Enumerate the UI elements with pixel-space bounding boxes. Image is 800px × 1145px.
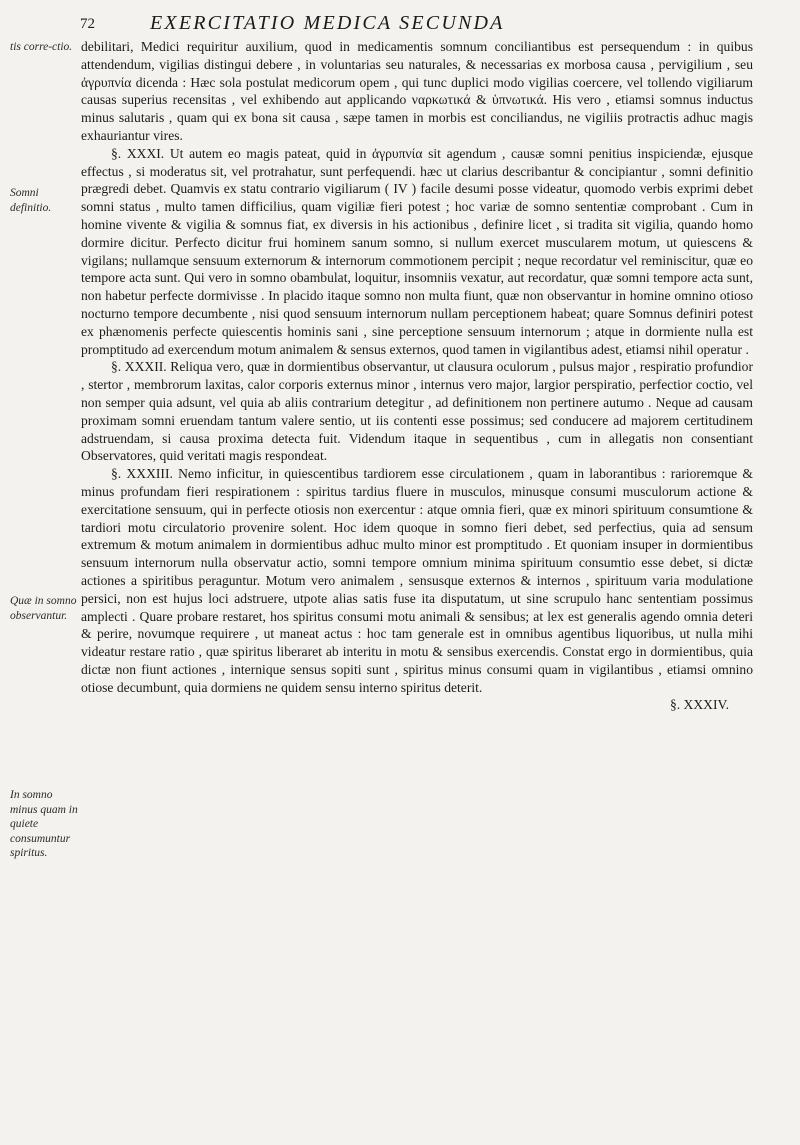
- margin-note-in-somno-minus: In somno minus quam in quiete consumuntur spiritus.: [10, 789, 78, 859]
- paragraph-section-31: §. XXXI. Ut autem eo magis pateat, quid in ἀγρυπνία sit agendum , causæ somni penitius inspiciendæ, ejusque effectus , si moderatus sit, vel protrahatur, sunt perfequendi. hæc ut clarius describantur & concipiantur , somni definitio prægredi debet. Quamvis ex statu contrario vigiliarum ( IV ) facile desumi posse videatur, quomodo verbis exprimi debet somni status , multo tamen difficilius, quam vigiliæ fieri potest ; hoc variæ de somno sententiæ comprobant . Cum in homine vivente & vigilia & somnus fiat, ex diversis in his actionibus , definire licet , si tradita sit vigilia, quando homo dormire dicitur. Perfecto dicitur frui hominem sanum somno, si nullum exercet muscularem motum, ut quiescens & vigilans; nullamque sensuum externorum & internorum commotionem percipit ; neque recordatur vel reminiscitur, quæ eo tempore acta sunt. Qui vero in somno obambulat, loquitur, insomniis vexatur, aut recordatur, quæ somni tempore acta sunt, non habetur perfecte dormivisse . In placido itaque somno non multa fiunt, quæ non observantur in homine omnino otioso nocturno tempore decumbente , nisi quod sensuum internorum nullam perceptionem habeat; quare Somnus definiri potest ex phænomenis perfecte quiescentis hominis sani , sine perceptione sensuum internorum ; atque in dormiente nulla est promptitudo ad exercendum motum animalem & sensus externos, quod tamen in vigilantibus adest, etiamsi nihil operatur .: [81, 145, 753, 357]
- page-number: 72: [80, 16, 95, 32]
- paragraph-section-33: §. XXXIII. Nemo inficitur, in quiescentibus tardiorem esse circulationem , quam in laborantibus : rarioremque & minus profundam fieri respirationem : spiritus tardius fluere in musculos, minusque consumi musculorum actione & exercitatione sensuum, qui in perfecte otiosis non exercentur : atque omnia fieri, quæ ex minori spirituum consumtione & tardiori motu circulatorio provenire solent. Hoc idem quoque in somno fieri debet, sed perfectius, quia ad sensum extremum & motum animalem in dormientibus adhuc multo minor est promptitudo . Et quoniam insuper in dormientibus sensuum internorum nulla observatur actio, somni tempore omnium minima spirituum consumtio esse debet, si dictæ actiones a spiritibus peraguntur. Motum vero animalem , sensusque externos & internos , spirituum varia modulatione persici, non est hujus loci adstruere, utpote alias satis fuse ita disputatum, ut sine scrupulo hanc sententiam possimus amplecti . Quare probare restaret, hos spiritus consumi motu animali & sensibus; at lex est generalis agendo omnia deteri & perire, novumque requirere , ut maneat actus : hoc tam generale est in omnibus agentibus liquoribus, ut nulla mihi videatur restare ratio , quæ spiritus liberaret ab interitu in motu & sensibus exercendis. Constat ergo in dormientibus, quia dictæ non fiunt actiones , internique sensus sopiti sunt , spiritus minus consumi quam in vigilantibus , etiamsi omnino otiose decumbunt, quia dormiens ne quidem sensu interno spiritus deterit.: [81, 466, 753, 695]
- body-text: [81, 38, 753, 714]
- margin-note-quae-in-somno: Quæ in somno observantur.: [10, 595, 77, 622]
- margin-note-somni-definitio: Somni definitio.: [10, 187, 52, 214]
- paragraph-section-32: §. XXXII. Reliqua vero, quæ in dormientibus observantur, ut clausura oculorum , pulsus major , respiratio profundior , stertor , membrorum laxitas, calor corporis externus minor , internus vero major, largior perspiratio, perfectior coctio, vel non semper quia adsunt, vel quia ab aliis contrarium detegitur , ad definitionem non pertinere autumo . Neque ad causam proximam somni eruendam tantum valere sentio, ut iis contenti esse possimus; sed conducere ad majorem certitudinem adstruendam, si causa proxima detecta fuit. Videndum itaque in sequentibus , cum in allegatis non consentiant Observatores, quid veritati magis respondeat.: [81, 359, 753, 464]
- margin-note-correctio: tis corre-ctio.: [10, 41, 73, 53]
- page-header: [70, 10, 730, 36]
- catchword: §. XXXIV.: [669, 697, 729, 713]
- paragraph-intro: debilitari, Medici requiritur auxilium, quod in medicamentis somnum conciliantibus est persequendum : in quibus attendendum, vigilias distingui debere , in voluntarias seu naturales, & necessarias ex morbosa causa , pervigilium , seu ἀγρυπνία dicenda : Hæc sola postulat medicorum opem , qui tunc duplici modo vigilias coercere, vel tollendo vigiliarum causas superius recensitas , vel exhibendo aut applicando ναρκωτικά & ὑπνωτικά. His vero , etiamsi somnus inductus minus salutaris , quam qui ex bona sit causa , sæpe tamen in morbis est conciliandus, ne vigiliis protractis adhuc magis exhauriantur vires.: [81, 39, 753, 143]
- running-title: EXERCITATIO MEDICA SECUNDA: [150, 12, 505, 34]
